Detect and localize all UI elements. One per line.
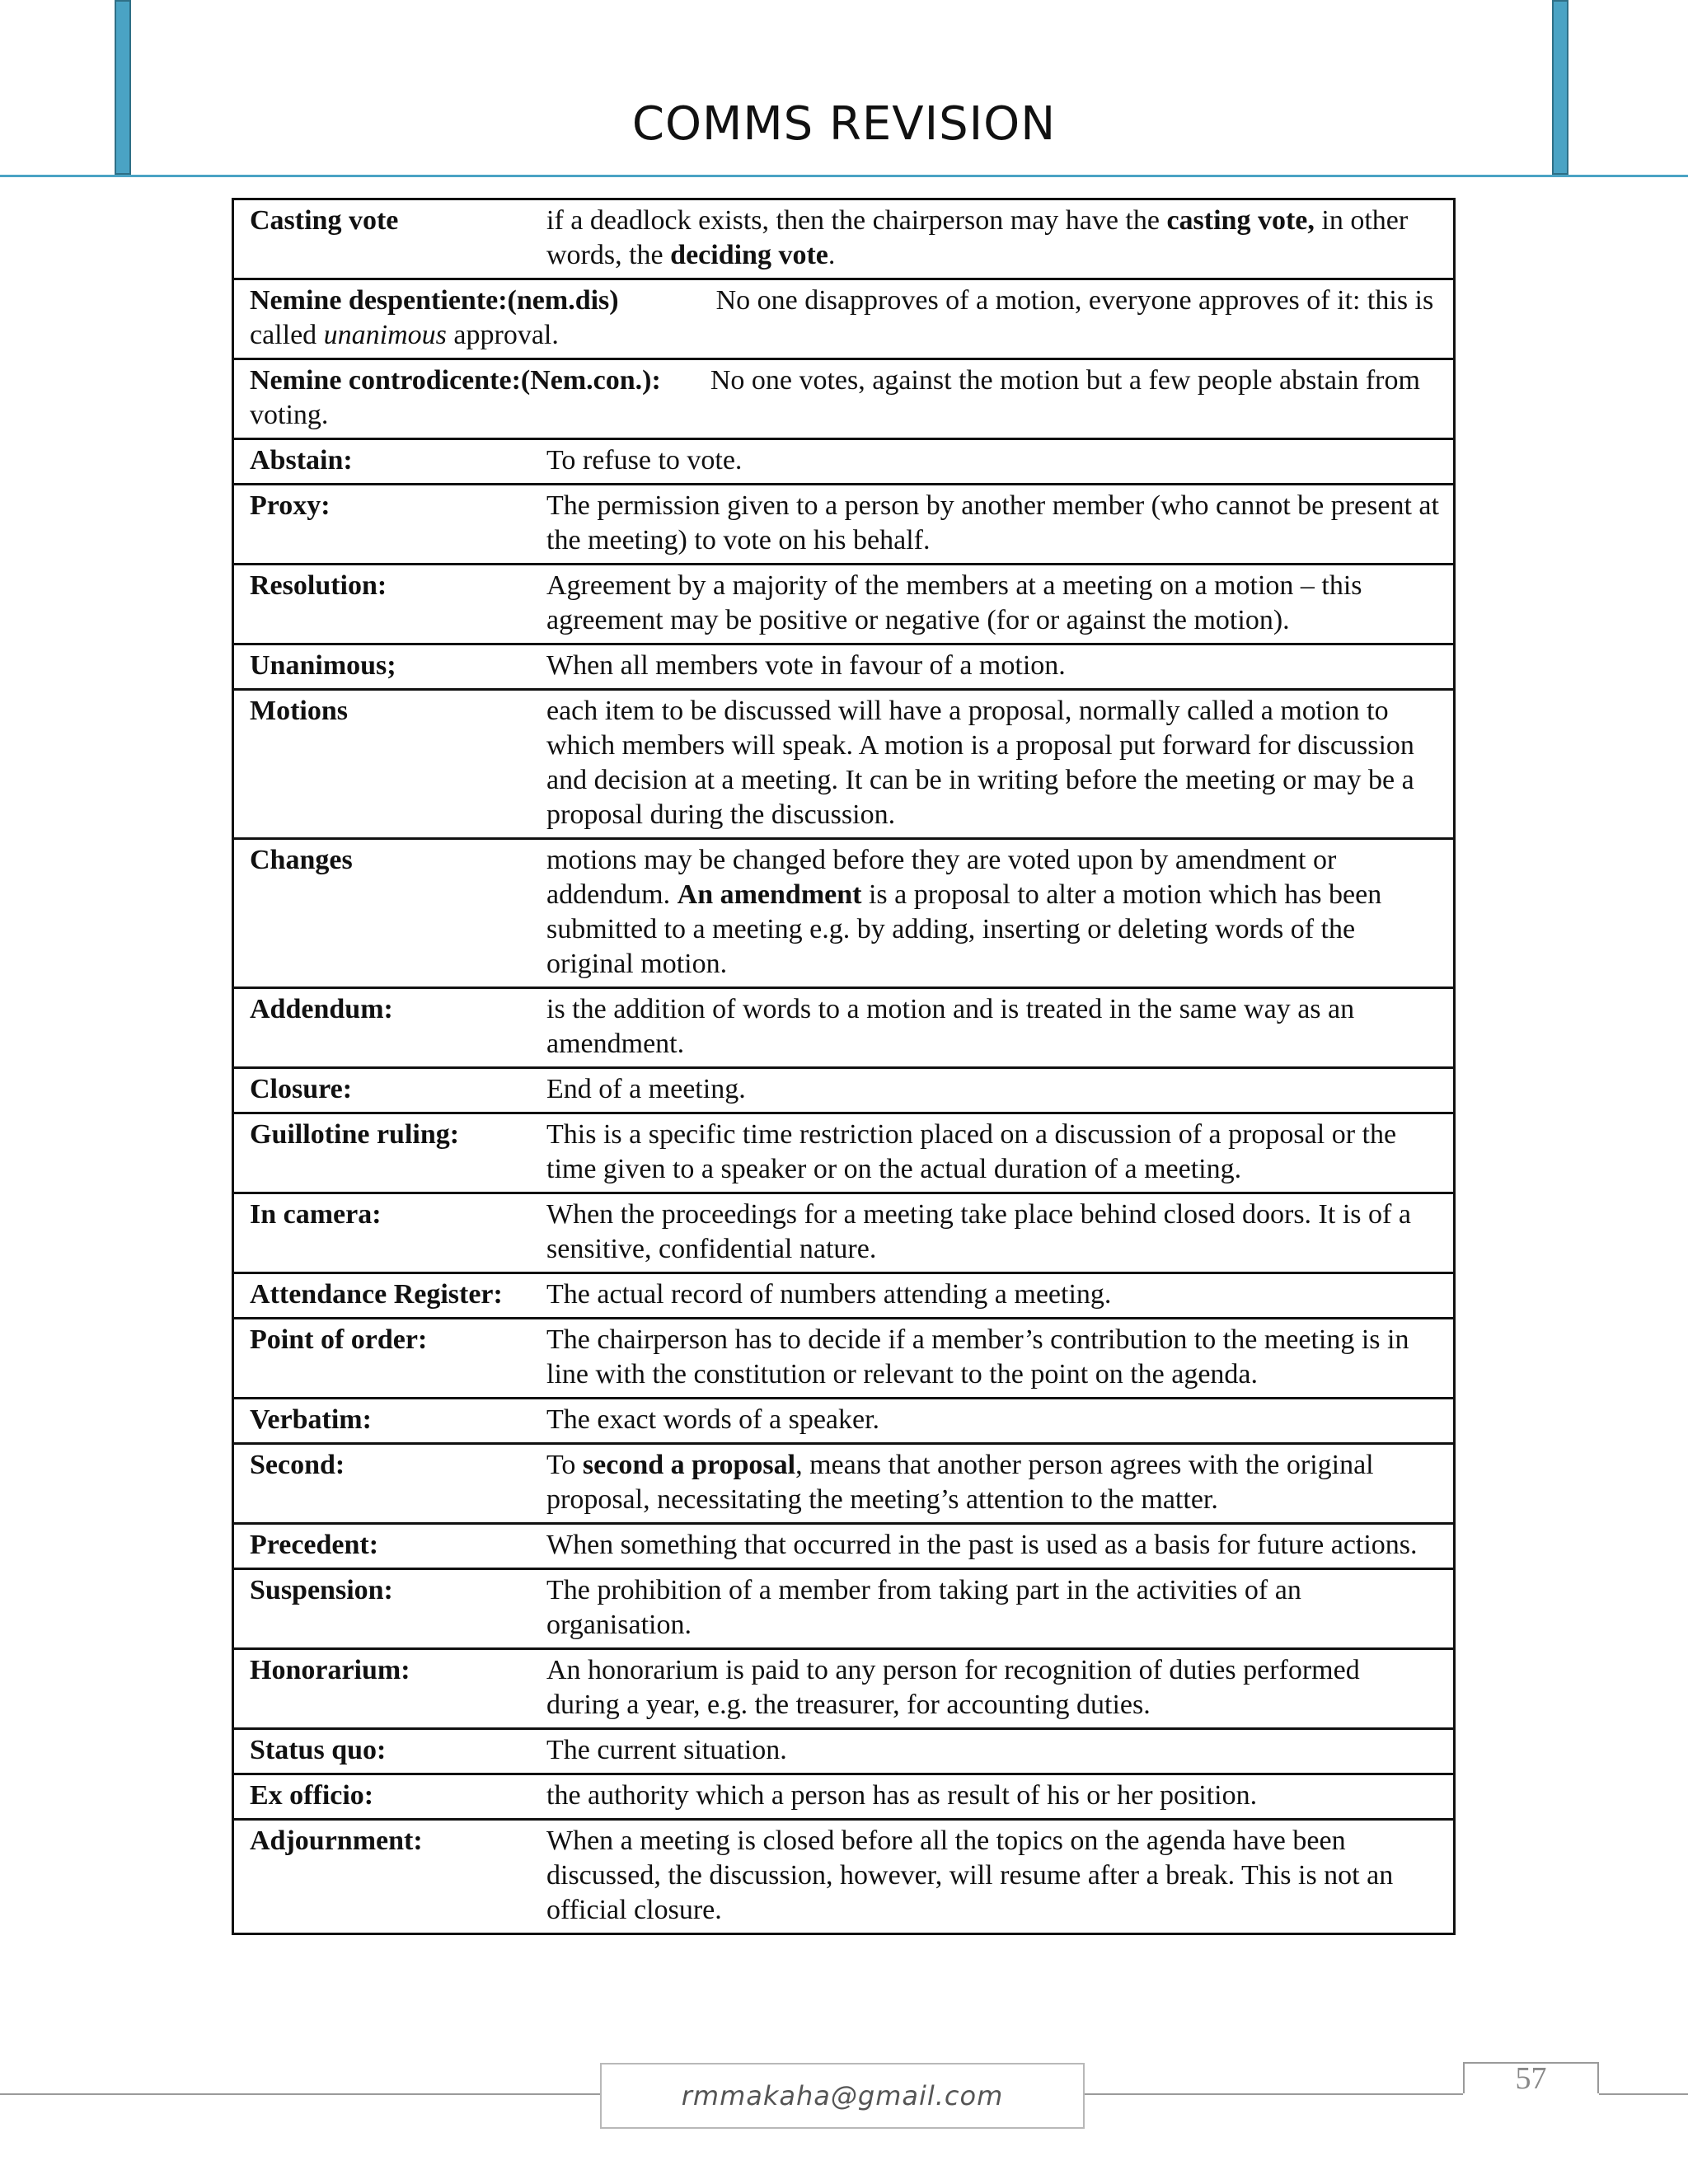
page-title: COMMS REVISION xyxy=(631,97,1057,151)
footer-rule-left xyxy=(0,2093,600,2095)
glossary-definition xyxy=(546,992,1439,1062)
glossary-term: Addendum: xyxy=(250,994,393,1024)
glossary-term: Attendance Register: xyxy=(250,1279,503,1310)
glossary-row xyxy=(234,1272,1453,1317)
glossary-definition xyxy=(546,443,1439,478)
definition-segment: deciding vote xyxy=(670,240,828,270)
glossary-row xyxy=(234,837,1453,987)
glossary-row xyxy=(234,1442,1453,1522)
glossary-definition xyxy=(546,1277,1439,1312)
definition-segment: second a proposal xyxy=(582,1450,796,1480)
definition-segment: . xyxy=(828,240,836,270)
glossary-row xyxy=(234,1192,1453,1272)
glossary-definition xyxy=(546,1653,1439,1722)
footer-rule-right xyxy=(1599,2093,1688,2095)
glossary-definition xyxy=(546,694,1439,832)
glossary-row xyxy=(234,1522,1453,1568)
glossary-term: Casting vote xyxy=(250,205,399,236)
definition-segment: each item to be discussed will have a proposal, normally called a motion to which members will speak. A motion is a proposal put forward for discussion and decision at a meeting. It can be in writing before the meeting or may be a proposal during the discussion. xyxy=(546,696,1414,830)
definition-segment: casting vote, xyxy=(1166,205,1315,236)
definition-segment: The actual record of numbers attending a meeting. xyxy=(546,1279,1112,1310)
glossary-term: Motions xyxy=(250,696,348,726)
glossary-term: Precedent: xyxy=(250,1530,379,1560)
glossary-row xyxy=(234,278,1453,358)
definition-segment: To refuse to vote. xyxy=(546,445,743,476)
glossary-row xyxy=(234,1568,1453,1647)
glossary-row xyxy=(234,1397,1453,1442)
definition-segment: is the addition of words to a motion and is treated in the same way as an amendment. xyxy=(546,994,1355,1059)
glossary-row xyxy=(234,643,1453,688)
glossary-definition xyxy=(546,1824,1439,1928)
glossary-definition xyxy=(546,1733,1439,1768)
definition-segment: The permission given to a person by another member (who cannot be present at the meeting) to vote on his behalf. xyxy=(546,490,1439,555)
glossary-definition xyxy=(546,1573,1439,1643)
glossary-term: Nemine controdicente:(Nem.con.): xyxy=(250,365,661,396)
glossary-term: Verbatim: xyxy=(250,1404,372,1435)
definition-segment: is a proposal to alter a motion which has been submitted to a meeting e.g. by adding, inserting or deleting words of the original motion. xyxy=(546,879,1382,979)
definition-segment: , means that another person agrees with the original proposal, necessitating the meeting’s attention to the matter. xyxy=(546,1450,1374,1515)
glossary-row xyxy=(234,1647,1453,1727)
glossary-definition xyxy=(546,204,1439,273)
glossary-row xyxy=(234,1773,1453,1818)
glossary-definition xyxy=(546,843,1439,982)
glossary-term: Adjournment: xyxy=(250,1825,423,1856)
definition-segment: in other words, the xyxy=(546,205,1409,270)
definition-segment: The prohibition of a member from taking part in the activities of an organisation. xyxy=(546,1575,1301,1640)
definition-segment: motions may be changed before they are voted upon by amendment or addendum. xyxy=(546,845,1337,910)
footer-rule-middle xyxy=(1085,2093,1463,2095)
definition-segment: The exact words of a speaker. xyxy=(546,1404,880,1435)
definition-segment: An honorarium is paid to any person for recognition of duties performed during a year, e.g. the treasurer, for accounting duties. xyxy=(546,1655,1360,1720)
glossary-term: Guillotine ruling: xyxy=(250,1119,460,1150)
definition-segment: When something that occurred in the past is used as a basis for future actions. xyxy=(546,1530,1418,1560)
glossary-term: Abstain: xyxy=(250,445,353,476)
definition-segment: Agreement by a majority of the members at a meeting on a motion – this agreement may be positive or negative (for or against the motion). xyxy=(546,570,1362,635)
glossary-term: Closure: xyxy=(250,1074,353,1104)
definition-segment: No one disapproves of a motion, everyone approves of it: this is called xyxy=(250,285,1434,350)
header-rule xyxy=(0,175,1688,177)
definition-segment: When the proceedings for a meeting take place behind closed doors. It is of a sensitive, confidential nature. xyxy=(546,1199,1411,1264)
glossary-definition xyxy=(546,1779,1439,1813)
page-number: 57 xyxy=(1515,2061,1547,2096)
glossary-term: Second: xyxy=(250,1450,345,1480)
definition-segment: The chairperson has to decide if a member’s contribution to the meeting is in line with the constitution or relevant to the point on the agenda. xyxy=(546,1324,1409,1390)
glossary-row xyxy=(234,438,1453,483)
definition-segment: The current situation. xyxy=(546,1735,787,1765)
glossary-row xyxy=(234,1727,1453,1773)
glossary-row xyxy=(234,987,1453,1066)
definition-segment: This is a specific time restriction placed on a discussion of a proposal or the time given to a speaker or on the actual duration of a meeting. xyxy=(546,1119,1397,1184)
definition-segment: An amendment xyxy=(677,879,862,910)
definition-segment: the authority which a person has as result of his or her position. xyxy=(546,1780,1258,1811)
glossary-definition xyxy=(546,569,1439,638)
glossary-term: In camera: xyxy=(250,1199,382,1230)
glossary-definition xyxy=(546,1072,1439,1107)
glossary-term: Honorarium: xyxy=(250,1655,410,1685)
glossary-row xyxy=(234,358,1453,438)
definition-segment: When all members vote in favour of a motion. xyxy=(546,650,1066,681)
glossary-term: Proxy: xyxy=(250,490,331,521)
glossary-row xyxy=(234,1317,1453,1397)
glossary-term: Unanimous; xyxy=(250,650,396,681)
glossary-row xyxy=(234,1066,1453,1112)
glossary-term: Resolution: xyxy=(250,570,387,601)
glossary-definition xyxy=(546,1528,1439,1563)
glossary-row xyxy=(234,688,1453,837)
glossary-definition xyxy=(546,649,1439,683)
glossary-definition xyxy=(546,1197,1439,1267)
glossary-term: Ex officio: xyxy=(250,1780,374,1811)
glossary-row xyxy=(234,483,1453,563)
definition-segment: if a deadlock exists, then the chairperson may have the xyxy=(546,205,1167,236)
glossary-row xyxy=(234,563,1453,643)
definition-segment: No one votes, against the motion but a few people abstain from voting. xyxy=(250,365,1420,430)
glossary-term: Suspension: xyxy=(250,1575,393,1605)
definition-segment: End of a meeting. xyxy=(546,1074,746,1104)
definition-segment: approval. xyxy=(446,320,559,350)
definition-segment: When a meeting is closed before all the topics on the agenda have been discussed, the discussion, however, will resume after a break. This is not an official closure. xyxy=(546,1825,1394,1925)
glossary-definition xyxy=(546,1323,1439,1392)
footer-email: rmmakaha@gmail.com xyxy=(600,2063,1085,2129)
glossary-term: Point of order: xyxy=(250,1324,428,1355)
glossary-definition xyxy=(546,489,1439,558)
definition-segment: unanimous xyxy=(323,320,447,350)
glossary-row xyxy=(234,200,1453,278)
glossary-row xyxy=(234,1818,1453,1933)
glossary-definition xyxy=(546,1448,1439,1517)
glossary-term: Status quo: xyxy=(250,1735,387,1765)
glossary-term: Nemine despentiente:(nem.dis) xyxy=(250,285,619,316)
glossary-term: Changes xyxy=(250,845,353,875)
glossary-row xyxy=(234,1112,1453,1192)
definition-segment: To xyxy=(546,1450,583,1480)
glossary-definition xyxy=(546,1118,1439,1187)
glossary-definition xyxy=(546,1403,1439,1437)
glossary-table xyxy=(232,198,1456,1935)
